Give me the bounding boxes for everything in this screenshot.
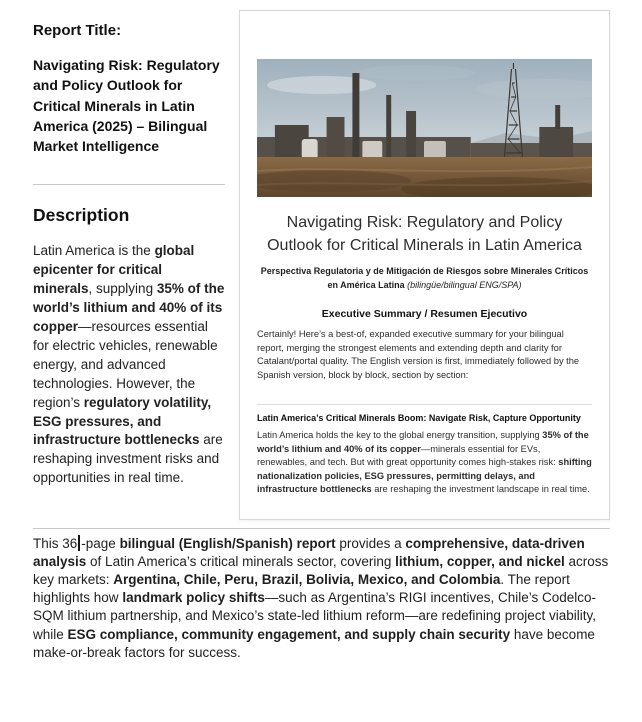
executive-summary-heading: Executive Summary / Resumen Ejecutivo (321, 308, 528, 321)
report-cover-preview[interactable] (239, 10, 610, 520)
cover-title: Navigating Risk: Regulatory and Policy Outlook for Critical Minerals in Latin America (267, 214, 582, 255)
cover-subtitle: Perspectiva Regulatoria y de Mitigación de Riesgos sobre Minerales Críticos en América Latina (bilingüe/bilingual ENG/SPA) (260, 266, 589, 290)
minerals-boom-paragraph: Latin America holds the key to the global energy transition, supplying 35% of the world’s lithium and 40% of its copper—minerals essential for EVs, renewables, and tech. But with great opportunity comes high-stakes risk: shifting nationalization policies, ESG pressures, permitting delays, and infrastructure bottlenecks are reshaping the investment landscape in real time. (257, 430, 592, 495)
industrial-plant-illustration (257, 59, 592, 197)
cover-section-divider (257, 404, 592, 405)
minerals-boom-heading: Latin America’s Critical Minerals Boom: Navigate Risk, Capture Opportunity (257, 413, 581, 424)
report-meta-column (33, 10, 225, 488)
report-title-label: Report Title: (33, 22, 122, 39)
content-divider (33, 528, 610, 529)
report-summary-paragraph[interactable]: This 36 -page bilingual (English/Spanish) report provides a comprehensive, data-driven analysis of Latin America’s critical minerals sector, covering lithium, copper, and nickel across key markets: Argentina, Chile, Peru, Brazil, Bolivia, Mexico, and Colombia. The report highlights how landmark policy shifts—such as Argentina’s RIGI incentives, Chile’s Codelco-SQM lithium partnership, and Mexico’s state-led lithium reform—are redefining project viability, while ESG compliance, community engagement, and supply chain security have become make-or-break factors for success. (33, 535, 609, 660)
cover-intro-paragraph: Certainly! Here’s a best-of, expanded executive summary for your bilingual report, merging the strongest elements and extending depth and clarity for Catalant/portal quality. The English version is first, immediately followed by the Spanish version, block by block, section by section: (257, 329, 580, 380)
text-cursor (78, 535, 80, 551)
left-column-divider (33, 184, 225, 185)
description-label: Description (33, 205, 130, 226)
description-paragraph[interactable]: Latin America is the global epicenter for critical minerals, supplying 35% of the world’s lithium and 40% of its copper—resources essential for electric vehicles, renewable energy, and advanced technologies. However, the region’s regulatory volatility, ESG pressures, and infrastructure bottlenecks are reshaping investment risks and opportunities in real time. (33, 243, 225, 486)
cover-photo (257, 59, 592, 197)
top-section (33, 10, 610, 520)
report-title-text[interactable]: Navigating Risk: Regulatory and Policy Outlook for Critical Minerals in Latin America (2025) – Bilingual Market Intelligence (33, 57, 220, 155)
